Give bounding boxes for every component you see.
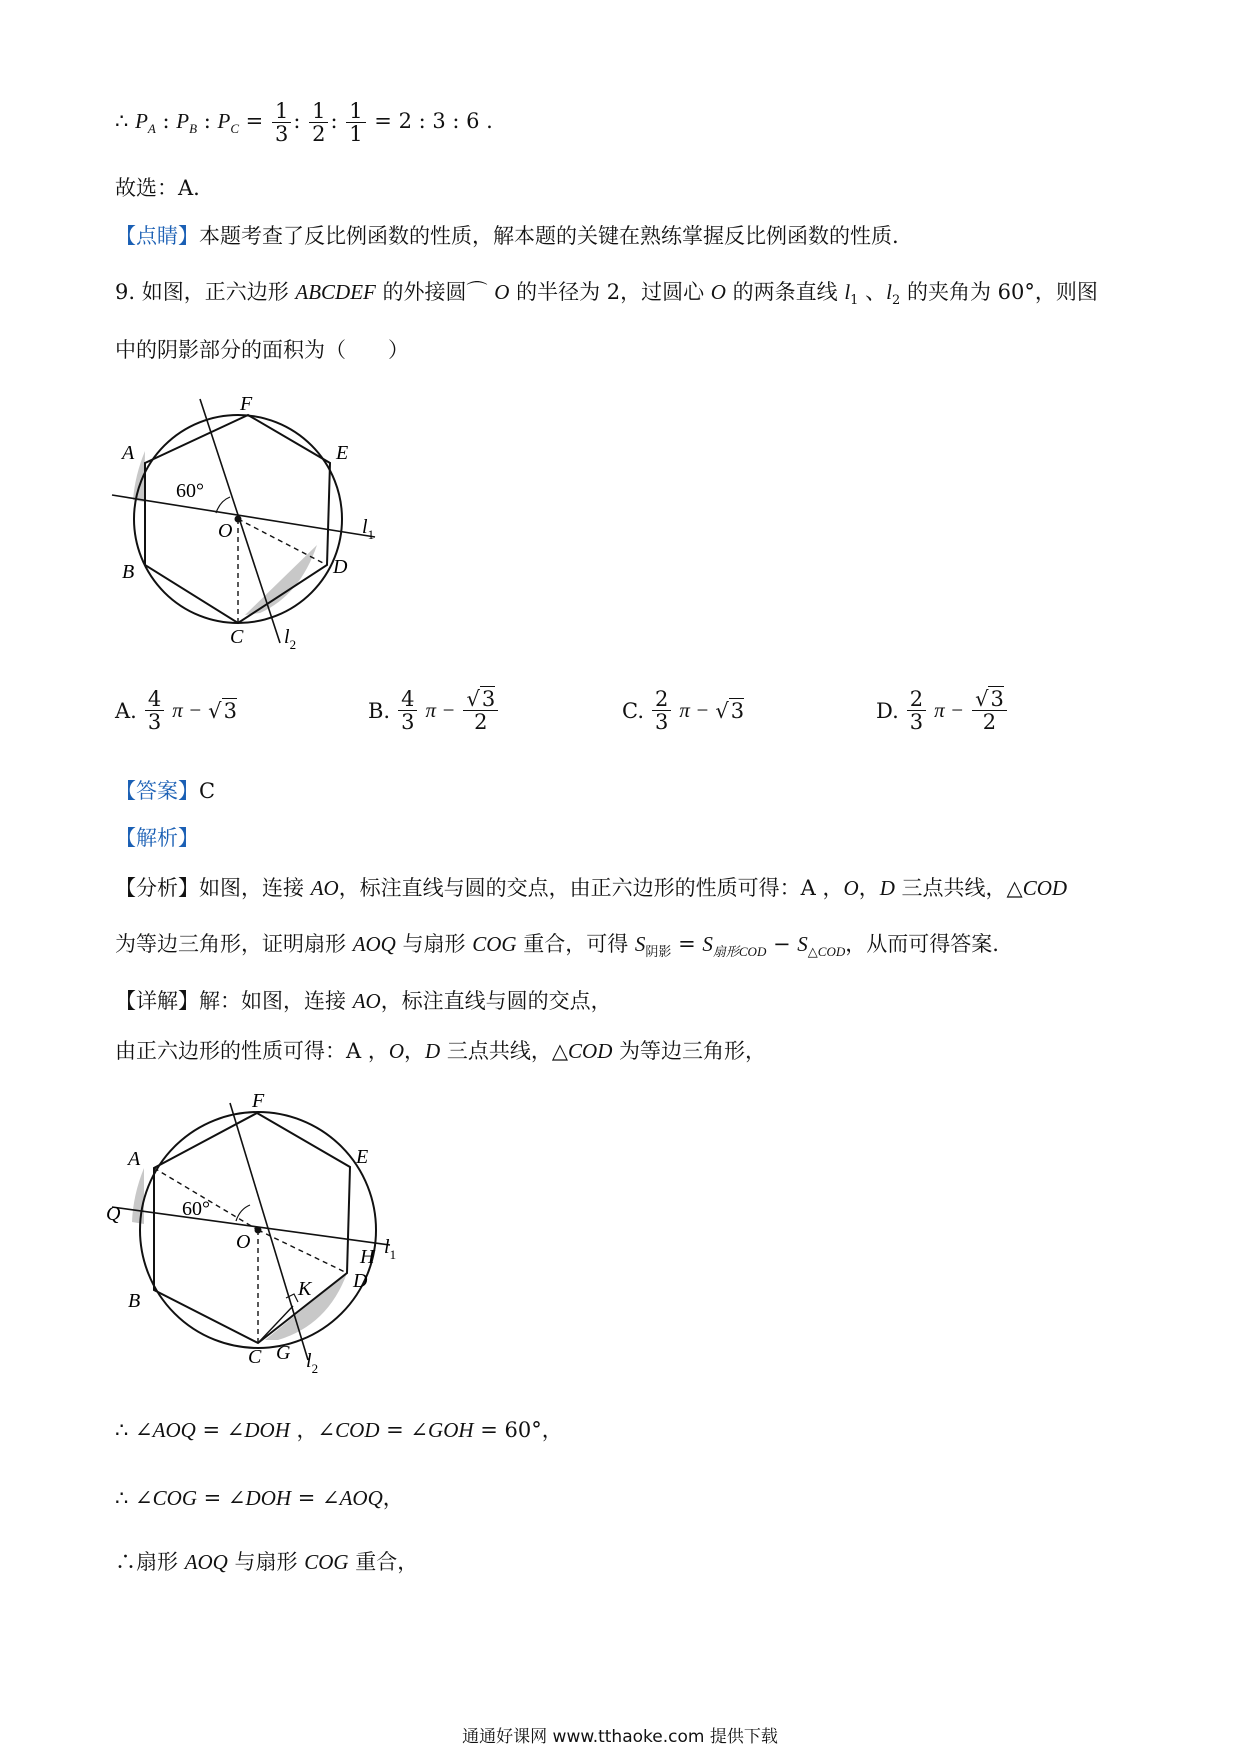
choice-letter: A. <box>115 698 137 723</box>
q-l2: l <box>886 280 892 304</box>
math-sub: 扇形COD <box>712 944 767 960</box>
math-doh: DOH <box>245 1486 292 1510</box>
q-text: 的外接圆⌒ <box>375 280 495 304</box>
answer-prev: 故选：A. <box>115 176 200 200</box>
math-eq: = <box>671 932 703 956</box>
frac-num: 2 <box>907 688 926 711</box>
step-text: = ∠ <box>196 1486 246 1510</box>
frac-num: 1 <box>309 100 328 123</box>
comment-tag: 【点睛】 <box>115 224 199 248</box>
pb-sub: B <box>189 121 198 137</box>
frac-num: √3 <box>463 688 498 711</box>
math-d: D <box>425 1039 441 1063</box>
figure-1 <box>100 385 400 655</box>
frac-den: 3 <box>274 122 289 147</box>
step-text: ∴扇形 <box>115 1550 185 1574</box>
math-aoq: AOQ <box>184 1550 228 1574</box>
math-o: O <box>388 1039 405 1063</box>
xj-text: 解：如图，连接 <box>199 989 353 1013</box>
frac-den: 2 <box>982 710 997 735</box>
label-c: C <box>248 1346 262 1368</box>
fenxi-line-2 <box>115 928 999 960</box>
q-l1-sub: 1 <box>850 293 859 309</box>
label-k: K <box>298 1278 312 1300</box>
step-text: 与扇形 <box>227 1550 305 1574</box>
footer: 通通好课网 www.tthaoke.com 提供下载 <box>462 1727 778 1747</box>
xj-text: 为等边三角形， <box>612 1039 767 1063</box>
question-line-1 <box>115 276 1098 308</box>
fenxi-text: 重合，可得 <box>516 932 635 956</box>
choice-d[interactable] <box>876 688 1009 733</box>
label-d: D <box>333 556 348 578</box>
therefore-symbol: ∴ <box>115 109 129 134</box>
q-hexagon: ABCDEF <box>295 280 376 304</box>
segment-od <box>258 1230 347 1273</box>
fenxi-text: ， <box>858 876 880 900</box>
choice-letter: D. <box>876 698 899 723</box>
label-angle: 60° <box>176 480 204 502</box>
q-l1: l <box>844 280 851 304</box>
math-s: S <box>797 932 808 956</box>
fenxi-text: ，从而可得答案. <box>845 932 999 956</box>
label-l2: $l_2$ <box>284 626 297 652</box>
comment-prev <box>115 220 899 250</box>
math-ao: AO <box>310 876 339 900</box>
step-text: = ∠ <box>291 1486 340 1510</box>
xj-text: ，标注直线与圆的交点， <box>380 989 612 1013</box>
fenxi-line-1 <box>115 872 1067 902</box>
choice-sqrt: √3 <box>208 698 237 723</box>
q-o: O <box>710 280 726 304</box>
xj-text: ， <box>404 1039 426 1063</box>
math-s: S <box>702 932 713 956</box>
step-text: = 60°， <box>473 1418 563 1442</box>
label-b: B <box>122 561 135 583</box>
math-cod: COD <box>335 1418 380 1442</box>
pc-sub: C <box>230 121 239 137</box>
label-f: F <box>240 393 253 415</box>
step-text: = ∠ <box>379 1418 429 1442</box>
choice-pi: π − <box>934 698 965 723</box>
pb: P <box>176 109 190 134</box>
frac-num: 4 <box>398 688 417 711</box>
frac-1-1 <box>346 100 365 145</box>
pa-sub: A <box>147 121 156 137</box>
label-e: E <box>356 1146 369 1168</box>
math-o: O <box>843 876 859 900</box>
label-f: F <box>252 1090 265 1112</box>
q-l2-sub: 2 <box>891 293 901 309</box>
math-ao: AO <box>352 989 381 1013</box>
math-cod: COD <box>1022 876 1068 900</box>
ratio-result: = 2 : 3 : 6 . <box>374 109 493 134</box>
label-angle: 60° <box>182 1198 210 1220</box>
frac-den: 3 <box>909 710 924 735</box>
frac-num: √3 <box>972 688 1007 711</box>
label-a: A <box>122 442 135 464</box>
question-line-2: 中的阴影部分的面积为（ ） <box>115 338 409 362</box>
label-l1: $l_1$ <box>362 516 375 542</box>
label-d: D <box>353 1270 368 1292</box>
answer-value: C <box>199 779 216 803</box>
choice-frac <box>145 688 164 733</box>
choice-a[interactable] <box>115 688 237 733</box>
step-3 <box>115 1546 418 1576</box>
step-text: ∴ ∠ <box>115 1418 153 1442</box>
sqrt-radicand: 3 <box>990 687 1004 711</box>
label-q: Q <box>106 1203 121 1225</box>
choice-sqrt-frac <box>463 688 498 733</box>
q-text: 的夹角为 60°，则图 <box>900 280 1098 304</box>
shade-right <box>245 545 317 615</box>
fenxi-text: 为等边三角形，证明扇形 <box>115 932 353 956</box>
fenxi-tag: 【分析】 <box>115 876 199 900</box>
q-o: O <box>494 280 510 304</box>
label-g: G <box>276 1342 291 1364</box>
step-text: = ∠ <box>195 1418 245 1442</box>
analysis-tag: 【解析】 <box>115 826 199 850</box>
choice-pi: π − <box>679 698 710 723</box>
sqrt-radicand: 3 <box>730 698 745 723</box>
choice-frac <box>398 688 417 733</box>
frac-num: 1 <box>346 100 365 123</box>
frac-den: 3 <box>147 710 162 735</box>
xiangjie-tag: 【详解】 <box>115 989 199 1013</box>
frac-1-2 <box>309 100 328 145</box>
frac-den: 1 <box>349 122 363 147</box>
label-h: H <box>360 1246 375 1268</box>
angle-arc <box>236 1205 250 1221</box>
label-l1: $l_1$ <box>384 1236 397 1262</box>
step-text: ∴ ∠ <box>115 1486 153 1510</box>
label-l2: $l_2$ <box>306 1350 319 1376</box>
frac-num: 2 <box>652 688 671 711</box>
frac-den: 2 <box>474 710 488 735</box>
xj-text: 三点共线，△ <box>440 1039 569 1063</box>
math-goh: GOH <box>428 1418 474 1442</box>
pa: P <box>135 109 148 134</box>
frac-num: 1 <box>272 100 291 123</box>
choice-c[interactable] <box>622 688 744 733</box>
math-aoq: AOQ <box>152 1418 196 1442</box>
q-text: 9. 如图，正六边形 <box>115 280 296 304</box>
math-cod: COD <box>568 1039 613 1063</box>
xiangjie-line-2 <box>115 1035 766 1065</box>
q-text: 的两条直线 <box>725 280 845 304</box>
figure-2 <box>100 1085 440 1385</box>
step-text: ， <box>382 1486 404 1510</box>
shade-left <box>132 1168 144 1224</box>
math-aoq: AOQ <box>339 1486 383 1510</box>
fenxi-text: 与扇形 <box>395 932 473 956</box>
math-cog: COG <box>152 1486 197 1510</box>
math-sub: △COD <box>807 944 846 960</box>
math-cog: COG <box>472 932 517 956</box>
label-a: A <box>128 1148 141 1170</box>
fenxi-text: ，标注直线与圆的交点，由正六边形的性质可得：A ， <box>338 876 844 900</box>
step-text: 重合， <box>348 1550 419 1574</box>
frac-1-3 <box>272 100 291 145</box>
label-o: O <box>218 520 233 542</box>
sqrt-radicand: 3 <box>481 687 496 711</box>
frac-den: 3 <box>401 710 415 735</box>
math-aoq: AOQ <box>352 932 396 956</box>
label-e: E <box>336 442 349 464</box>
answer-line <box>115 775 215 805</box>
math-d: D <box>879 876 895 900</box>
choice-frac <box>652 688 671 733</box>
math-s: S <box>634 932 646 956</box>
frac-den: 2 <box>312 122 326 147</box>
angle-arc <box>216 497 230 513</box>
choice-pi: π − <box>425 698 456 723</box>
fenxi-text: 如图，连接 <box>199 876 311 900</box>
answer-tag: 【答案】 <box>115 779 199 803</box>
comment-text: 本题考查了反比例函数的性质，解本题的关键在熟练掌握反比例函数的性质. <box>199 224 899 248</box>
choice-b[interactable] <box>368 688 500 733</box>
fenxi-text: 三点共线，△ <box>894 876 1023 900</box>
xiangjie-line-1 <box>115 985 612 1015</box>
sqrt-radicand: 3 <box>223 698 237 723</box>
choice-letter: B. <box>368 698 391 723</box>
step-1 <box>115 1414 563 1444</box>
choice-frac <box>907 688 926 733</box>
q-sep: 、 <box>858 280 887 304</box>
math-minus: − <box>766 932 798 956</box>
xj-text: 由正六边形的性质可得：A ， <box>115 1039 389 1063</box>
label-c: C <box>230 626 244 648</box>
choice-sqrt-frac <box>972 688 1007 733</box>
q-text: 的半径为 2，过圆心 <box>509 280 711 304</box>
math-doh: DOH <box>244 1418 290 1442</box>
choice-letter: C. <box>622 698 644 723</box>
center-o <box>235 516 242 523</box>
pc: P <box>217 109 231 134</box>
step-2 <box>115 1482 404 1512</box>
label-b: B <box>128 1290 141 1312</box>
center-o <box>255 1227 262 1234</box>
frac-den: 3 <box>655 710 669 735</box>
ratio-line: ∴ $P_A$ : $P_B$ : $P_C$ = $\frac{1}{3}$ : $\frac{1}{2}$ : $\frac{1}{1}$ = 2 : 3 : 6 . <box>115 99 493 147</box>
step-text: ，∠ <box>289 1418 336 1442</box>
frac-num: 4 <box>145 688 164 711</box>
math-cog: COG <box>304 1550 349 1574</box>
choice-pi: π − <box>172 698 203 723</box>
math-sub: 阴影 <box>645 945 672 961</box>
label-o: O <box>236 1231 251 1253</box>
choice-sqrt: √3 <box>715 698 745 723</box>
